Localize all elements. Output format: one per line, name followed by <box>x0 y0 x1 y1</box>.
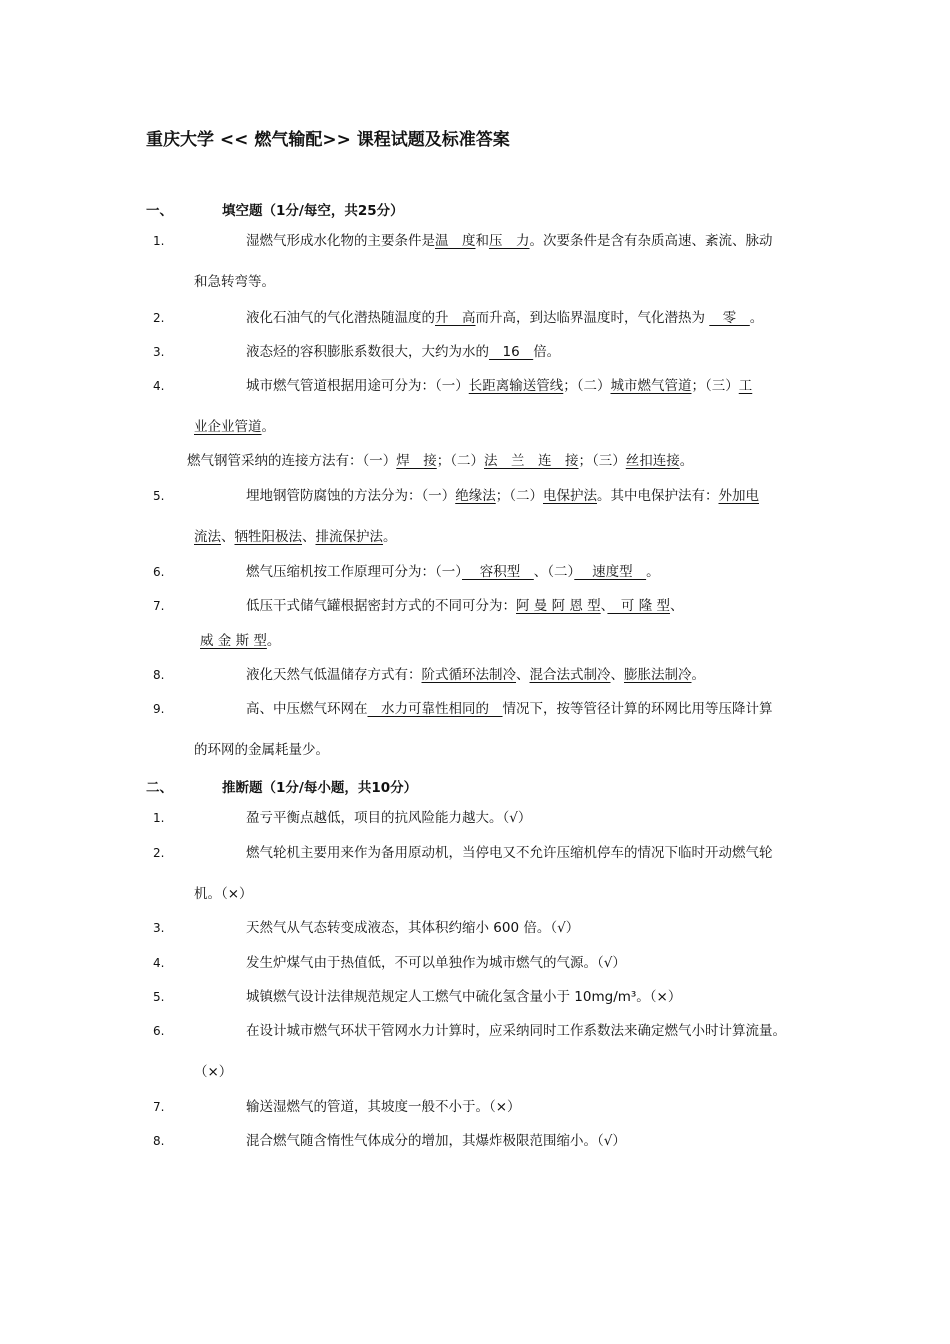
j5-text: 城镇燃气设计法律规范规定人工燃气中硫化氢含量小于 10mg/m³。（×） <box>246 989 682 1005</box>
q2-answer-b: 零 <box>709 310 750 326</box>
q8-line1: 液化天然气低温储存方式有：阶式循环法制冷、混合法式制冷、膨胀法制冷。 <box>246 667 705 683</box>
j3-text: 天然气从气态转变成液态，其体积约缩小 600 倍。（√） <box>246 920 580 936</box>
j4-text: 发生炉煤气由于热值低，不可以单独作为城市燃气的气源。（√） <box>246 955 626 971</box>
q1-line2: 和急转弯等。 <box>194 274 275 290</box>
j4-number: 4. <box>153 956 165 970</box>
section1-heading: 填空题（1分/每空，共25分） <box>222 203 404 219</box>
q8-answer-b: 混合法式制冷 <box>529 667 611 683</box>
q9-line2: 的环网的金属耗量少。 <box>194 742 329 758</box>
j8-text: 混合燃气随含惰性气体成分的增加，其爆炸极限范围缩小。（√） <box>246 1133 626 1149</box>
j6-number: 6. <box>153 1024 165 1038</box>
q7-answer-b: 可 隆 型 <box>607 598 671 614</box>
q5-number: 5. <box>153 489 165 503</box>
q4b-answer-a: 焊 接 <box>396 453 437 469</box>
q4b-answer-b: 法 兰 连 接 <box>484 453 579 469</box>
q4-answer-c: 工 <box>738 378 753 394</box>
q4-line2: 业企业管道。 <box>194 419 275 435</box>
q4-answer-b: 城市燃气管道 <box>610 378 692 394</box>
q5-answer-b: 电保护法 <box>543 488 597 504</box>
q8-number: 8. <box>153 668 165 682</box>
q3-answer: 16 <box>489 344 534 360</box>
q3-number: 3. <box>153 345 165 359</box>
j2-number: 2. <box>153 846 165 860</box>
j8-number: 8. <box>153 1134 165 1148</box>
q5-line1: 埋地钢管防腐蚀的方法分为：（一）绝缘法；（二）电保护法。其中电保护法有：外加电 <box>246 488 759 504</box>
q1-answer-b: 压 力 <box>489 233 530 249</box>
q1-answer-a: 温 度 <box>435 233 476 249</box>
q6-number: 6. <box>153 565 165 579</box>
j6-text-line2: （×） <box>194 1064 233 1080</box>
q6-line1: 燃气压缩机按工作原理可分为：（一） 容积型 、（二） 速度型 。 <box>246 564 660 580</box>
j7-number: 7. <box>153 1100 165 1114</box>
q8-answer-c: 膨胀法制冷 <box>624 667 692 683</box>
j5-number: 5. <box>153 990 165 1004</box>
q5-line2: 流法、牺牲阳极法、排流保护法。 <box>194 529 397 545</box>
j1-number: 1. <box>153 811 165 825</box>
q9-answer: 水力可靠性相同的 <box>367 701 503 717</box>
j7-text: 输送湿燃气的管道，其坡度一般不小于。（×） <box>246 1099 521 1115</box>
q4-number: 4. <box>153 379 165 393</box>
q9-number: 9. <box>153 702 165 716</box>
q7-answer-a: 阿 曼 阿 恩 型 <box>516 598 601 614</box>
q4-answer-a: 长距离输送管线 <box>468 378 564 394</box>
q7-number: 7. <box>153 599 165 613</box>
j6-text: 在设计城市燃气环状干管网水力计算时，应采纳同时工作系数法来确定燃气小时计算流量。 <box>246 1023 786 1039</box>
j1-text: 盈亏平衡点越低，项目的抗风险能力越大。（√） <box>246 810 532 826</box>
section2-number: 二、 <box>146 780 173 796</box>
q1-line1: 湿燃气形成水化物的主要条件是温 度和压 力。次要条件是含有杂质高速、紊流、脉动 <box>246 233 773 249</box>
q6-answer-b: 速度型 <box>574 564 647 580</box>
q6-answer-a: 容积型 <box>462 564 534 580</box>
q9-line1: 高、中压燃气环网在 水力可靠性相同的 情况下，按等管径计算的环网比用等压降计算 <box>246 701 773 717</box>
page-title: 重庆大学 << 燃气输配>> 课程试题及标准答案 <box>146 130 510 150</box>
j2-text: 燃气轮机主要用来作为备用原动机，当停电又不允许压缩机停车的情况下临时开动燃气轮 <box>246 845 773 861</box>
q2-line1: 液化石油气的气化潜热随温度的升 高而升高，到达临界温度时，气化潜热为 零 。 <box>246 310 764 326</box>
q3-line1: 液态烃的容积膨胀系数很大，大约为水的 16 倍。 <box>246 344 561 360</box>
q4-line1: 城市燃气管道根据用途可分为：（一）长距离输送管线；（二）城市燃气管道；（三）工 <box>246 378 753 394</box>
q7-line2: 威 金 斯 型。 <box>200 633 281 649</box>
q1-number: 1. <box>153 234 165 248</box>
j3-number: 3. <box>153 921 165 935</box>
q2-answer-a: 升 高 <box>435 310 476 326</box>
section2-heading: 推断题（1分/每小题，共10分） <box>222 780 418 796</box>
q7-line1: 低压干式储气罐根据密封方式的不同可分为：阿 曼 阿 恩 型、 可 隆 型、 <box>246 598 684 614</box>
j2-text-line2: 机。（×） <box>194 886 253 902</box>
section1-number: 一、 <box>146 203 173 219</box>
q2-number: 2. <box>153 311 165 325</box>
q4b-line: 燃气钢管采纳的连接方法有：（一）焊 接；（二）法 兰 连 接；（三）丝扣连接。 <box>187 453 694 469</box>
q8-answer-a: 阶式循环法制冷 <box>421 667 516 683</box>
q4b-answer-c: 丝扣连接 <box>625 453 680 469</box>
q5-answer-c: 外加电 <box>718 488 759 504</box>
q5-answer-a: 绝缘法 <box>455 488 496 504</box>
